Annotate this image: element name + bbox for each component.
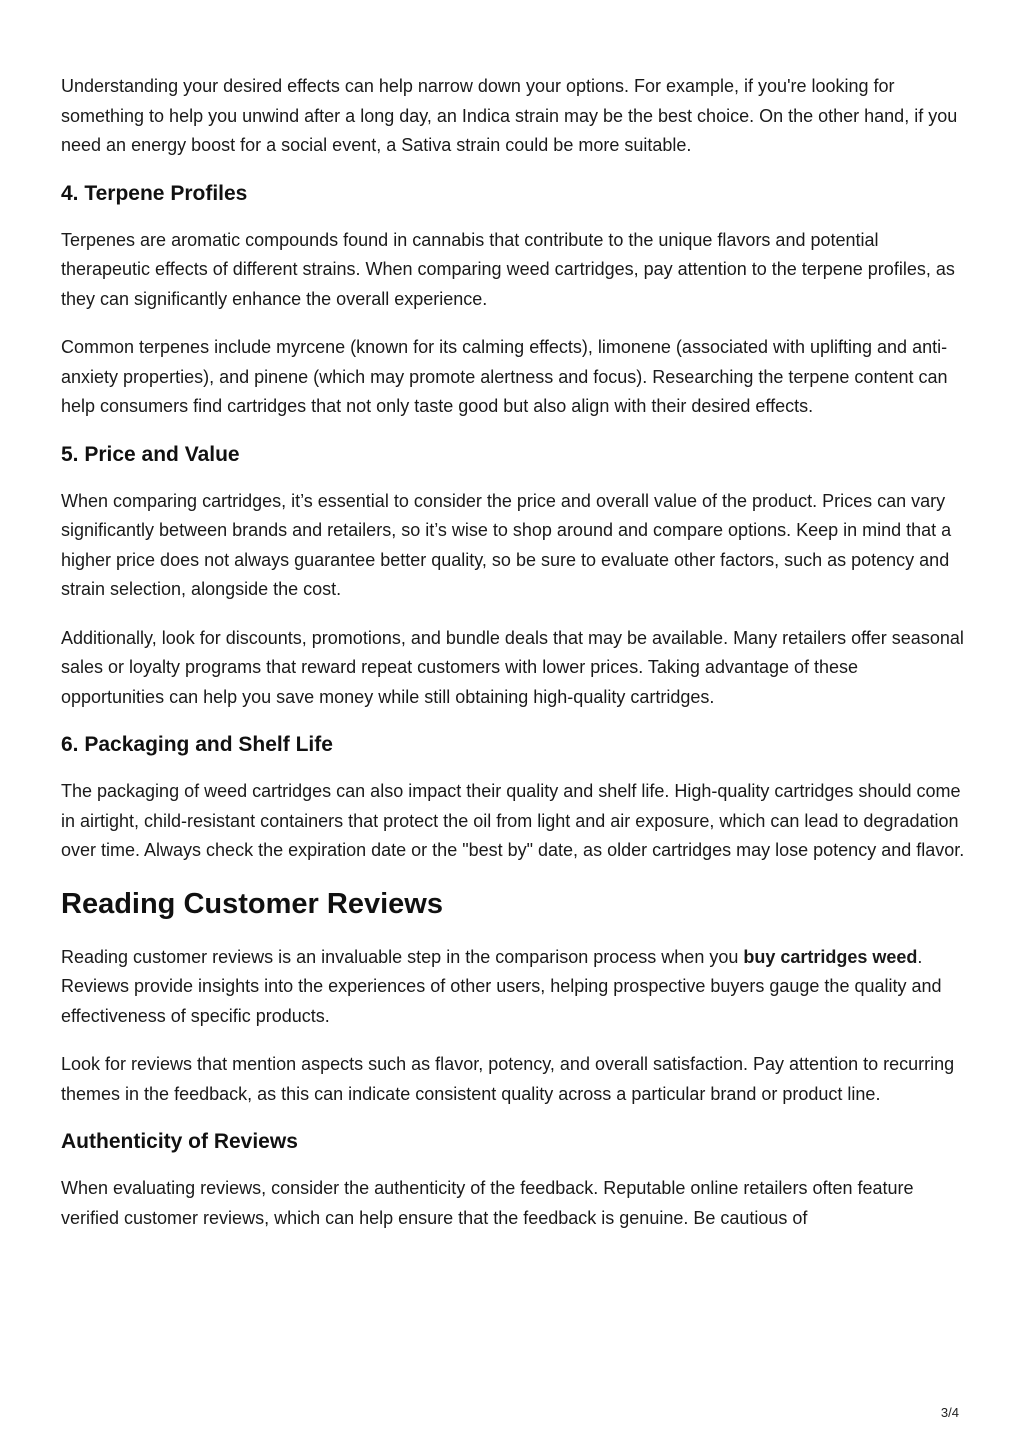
terpene-profiles-heading: 4. Terpene Profiles: [61, 181, 248, 205]
reviews-paragraph-2: Look for reviews that mention aspects such as flavor, potency, and overall satisfaction. Pay attention to recurring themes in the feedback, as this can indicate consistent quality across a particular brand or product line.: [61, 1054, 955, 1104]
price-value-heading: 5. Price and Value: [61, 442, 240, 466]
page-number: 3/4: [940, 1405, 959, 1420]
reviews-p1-after: . Reviews provide insights into the experiences of other users, helping prospective buyers gauge the quality and effectiveness of specific products.: [61, 946, 942, 1026]
price-paragraph-1: When comparing cartridges, it’s essential to consider the price and overall value of the product. Prices can vary significantly between brands and retailers, so it’s wise to shop around and compare options. Keep in mind that a higher price does not always guarantee better quality, so be sure to evaluate other factors, such as potency and strain selection, alongside the cost.: [61, 490, 952, 599]
reviews-paragraph-1: [61, 943, 966, 1032]
reviews-p1-before: Reading customer reviews is an invaluable step in the comparison process when you: [61, 946, 744, 967]
packaging-heading: 6. Packaging and Shelf Life: [61, 733, 333, 756]
authenticity-paragraph: When evaluating reviews, consider the authenticity of the feedback. Reputable online retailers often feature verified customer reviews, which can help ensure that the feedback is genuine. Be cautious of: [61, 1178, 914, 1228]
intro-paragraph: Understanding your desired effects can help narrow down your options. For example, if you're looking for something to help you unwind after a long day, an Indica strain may be the best choice. On the other hand, if you need an energy boost for a social event, a Sativa strain could be more suitable.: [61, 76, 958, 155]
price-paragraph-2: Additionally, look for discounts, promotions, and bundle deals that may be available. Many retailers offer seasonal sales or loyalty programs that reward repeat customers with lower prices. Taking advantage of these opportunities can help you save money while still obtaining high-quality cartridges.: [61, 627, 964, 707]
authenticity-heading: Authenticity of Reviews: [61, 1130, 298, 1153]
terpene-paragraph-1: Terpenes are aromatic compounds found in cannabis that contribute to the unique flavors and potential therapeutic effects of different strains. When comparing weed cartridges, pay attention to the terpene profiles, as they can significantly enhance the overall experience.: [61, 229, 955, 309]
packaging-paragraph: The packaging of weed cartridges can also impact their quality and shelf life. High-quality cartridges should come in airtight, child-resistant containers that protect the oil from light and air exposure, which can lead to degradation over time. Always check the expiration date or the "best by" date, as older cartridges may lose potency and flavor.: [61, 781, 965, 860]
terpene-paragraph-2: Common terpenes include myrcene (known for its calming effects), limonene (associated with uplifting and anti-anxiety properties), and pinene (which may promote alertness and focus). Researching the terpene content can help consumers find cartridges that not only taste good but also align with their desired effects.: [61, 337, 948, 416]
document-page: [61, 72, 966, 1252]
reviews-keyword-bold: buy cartridges weed: [743, 946, 918, 967]
reading-reviews-heading: Reading Customer Reviews: [61, 887, 443, 920]
